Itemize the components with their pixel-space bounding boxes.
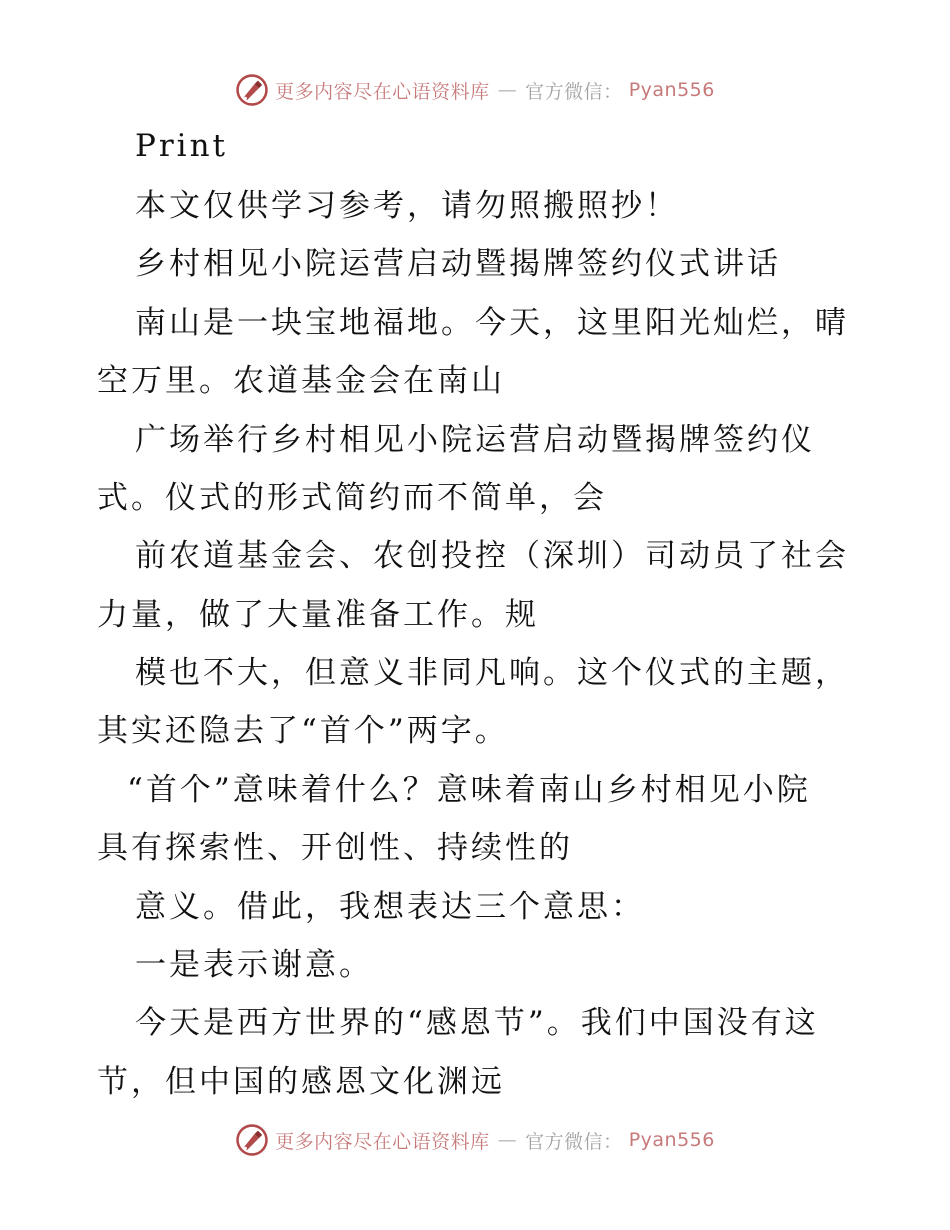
paragraph-line: 南山是一块宝地福地。今天，这里阳光灿烂，晴 [135,305,849,341]
paragraph-line: “首个”意味着什么？意味着南山乡村相见小院 [127,772,811,808]
footer-watermark [0,1120,950,1160]
paragraph-line: 具有探索性、开创性、持续性的 [97,830,573,866]
disclaimer-line: 本文仅供学习参考，请勿照搬照抄！ [135,188,679,224]
watermark-group [235,1123,715,1157]
watermark-contact-id: Pyan556 [628,79,715,101]
watermark-contact-label: 官方微信： [525,80,623,103]
watermark-site-text: 更多内容尽在心语资料库 [275,1130,490,1153]
paragraph-line: 前农道基金会、农创投控（深圳）司动员了社会 [135,538,849,574]
paragraph-line: 广场举行乡村相见小院运营启动暨揭牌签约仪 [135,422,815,458]
watermark-separator: — [497,1129,518,1151]
paragraph-line: 力量，做了大量准备工作。规 [97,597,539,633]
paragraph-line: 意义。借此，我想表达三个意思： [135,889,645,925]
section-heading: 一是表示谢意。 [135,947,373,983]
watermark-site-text: 更多内容尽在心语资料库 [275,80,490,103]
watermark-separator: — [497,79,518,101]
paragraph-line: 空万里。农道基金会在南山 [97,363,505,399]
paragraph-line: 今天是西方世界的“感恩节”。我们中国没有这 [135,1005,819,1041]
document-title: 乡村相见小院运营启动暨揭牌签约仪式讲话 [135,246,781,282]
pen-nib-logo-icon [235,1123,269,1157]
watermark-contact-label: 官方微信： [525,1130,623,1153]
paragraph-line: 模也不大，但意义非同凡响。这个仪式的主题， [135,655,849,691]
watermark-contact-id: Pyan556 [628,1129,715,1151]
print-label: Print [135,128,229,164]
paragraph-line: 节，但中国的感恩文化渊远 [97,1064,505,1100]
paragraph-line: 其实还隐去了“首个”两字。 [97,713,509,749]
paragraph-line: 式。仪式的形式简约而不简单，会 [97,480,607,516]
